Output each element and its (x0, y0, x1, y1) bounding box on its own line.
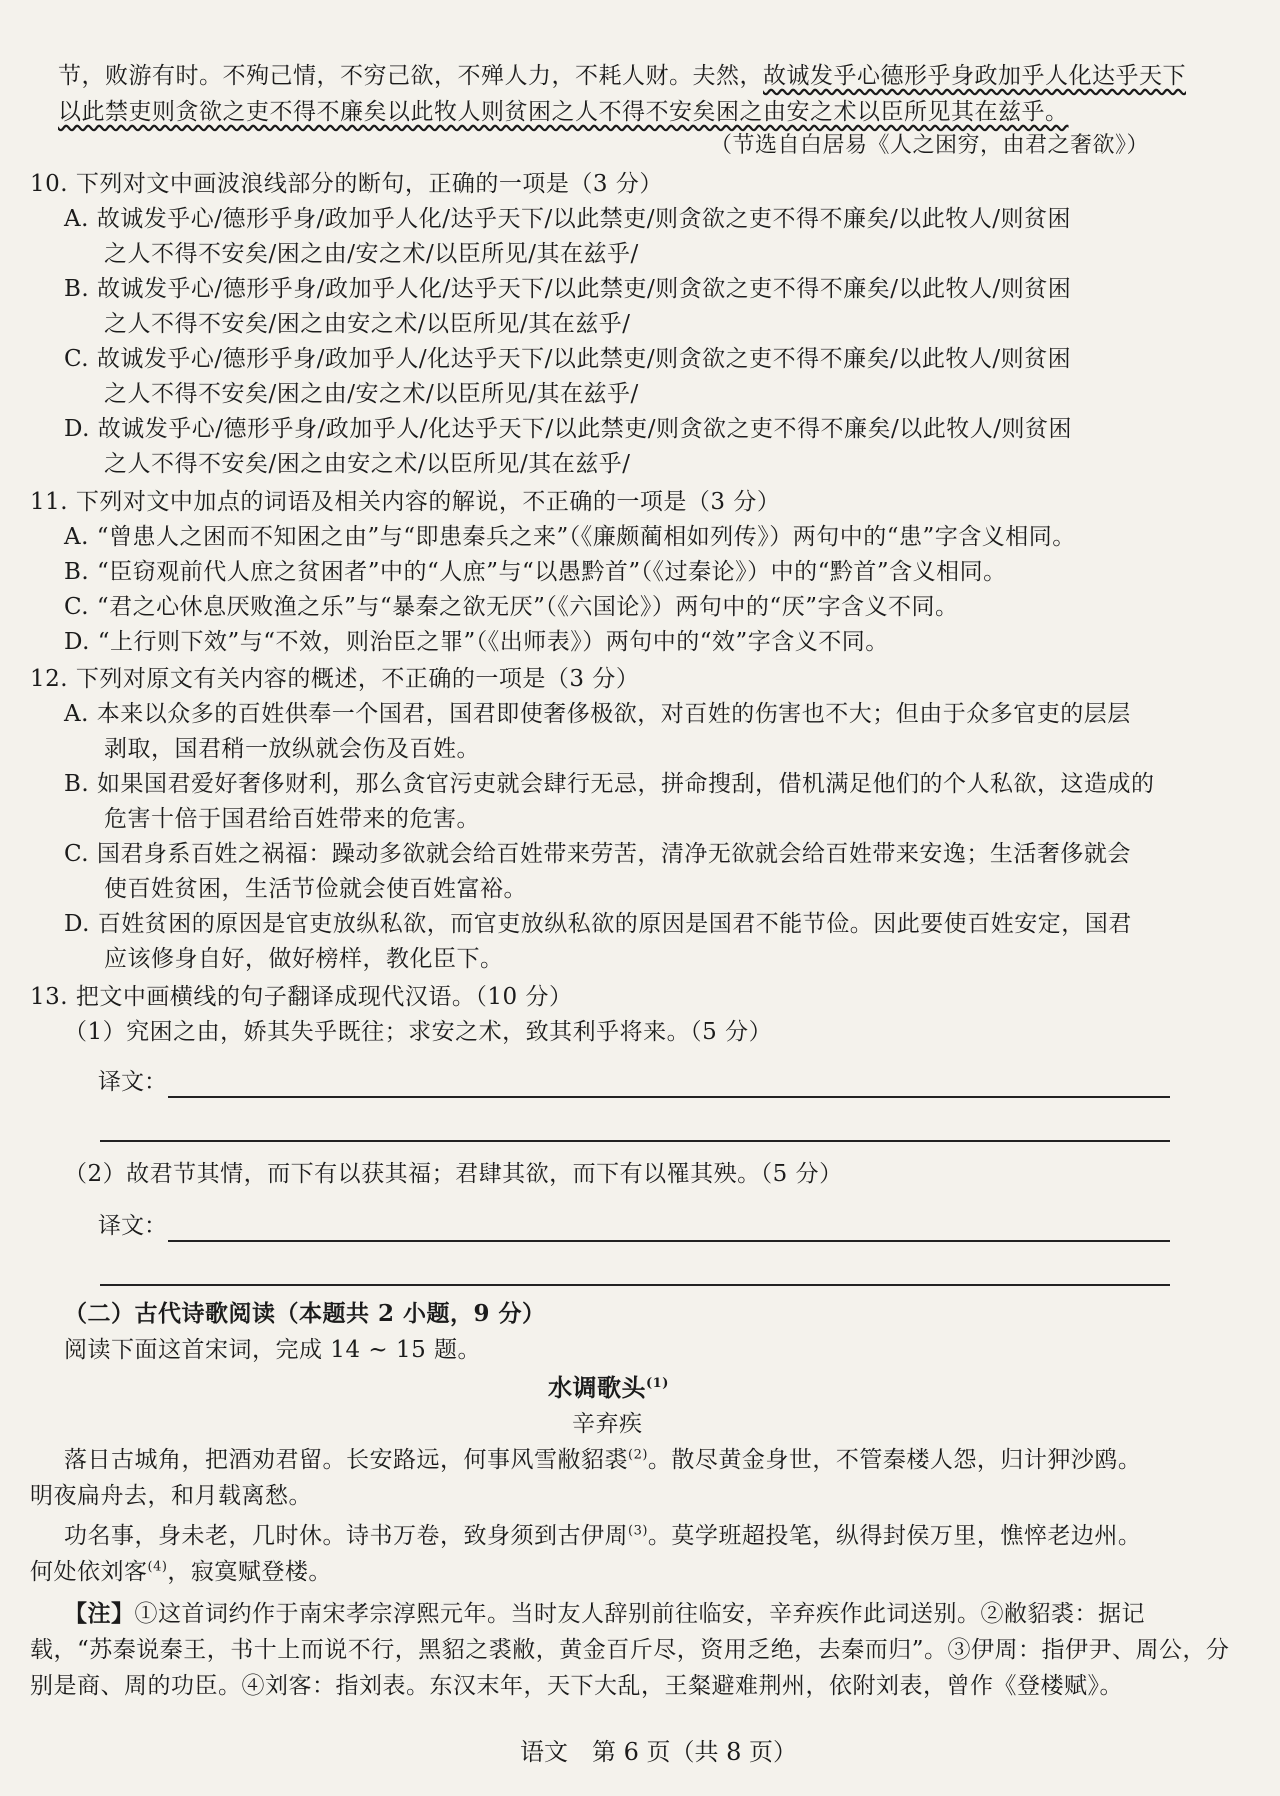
q10-option-a-cont: 之人不得不安矣/困之由/安之术/以臣所见/其在兹乎/ (104, 241, 639, 267)
q10-option-c: C. 故诚发乎心/德形乎身/政加乎人/化达乎天下/以此禁吏/则贪欲之吏不得不廉矣/以此牧人/则贫困 (64, 346, 1072, 372)
q13-2-answer-line-1[interactable] (168, 1240, 1170, 1242)
notes-line-3: 别是商、周的功臣。④刘客：指刘表。东汉末年，天下大乱，王粲避难荆州，依附刘表，曾作《登楼赋》。 (30, 1673, 1123, 1699)
q12-option-a: A. 本来以众多的百姓供奉一个国君，国君即使奢侈极欲，对百姓的伤害也不大；但由于众多官吏的层层 (64, 701, 1131, 727)
q11-stem: 11. 下列对文中加点的词语及相关内容的解说，不正确的一项是（3 分） (30, 489, 781, 515)
q13-stem: 13. 把文中画横线的句子翻译成现代汉语。（10 分） (30, 984, 573, 1010)
poem-line-1-a: 落日古城角，把酒劝君留。长安路远，何事风雪敝貂裘 (64, 1447, 628, 1473)
poem-line-3-b: 。莫学班超投笔，纵得封侯万里，憔悴老边州。 (647, 1523, 1142, 1549)
section-2-instruction: 阅读下面这首宋词，完成 14 ~ 15 题。 (64, 1337, 482, 1363)
q13-sentence-1: （1）究困之由，娇其失乎既往；求安之术，致其利乎将来。（5 分） (64, 1019, 773, 1045)
poem-line-1 (64, 1446, 1141, 1474)
poem-line-4 (30, 1558, 332, 1586)
q11-option-d: D. “上行则下效”与“不效，则治臣之罪”（《出师表》）两句中的“效”字含义不同。 (64, 629, 889, 655)
notes-line-1-text: ①这首词约作于南宋孝宗淳熙元年。当时友人辞别前往临安，辛弃疾作此词送别。②敝貂裘：据记 (134, 1601, 1145, 1627)
passage-source: （节选自白居易《人之困穷，由君之奢欲》） (710, 133, 1150, 158)
q12-option-b-cont: 危害十倍于国君给百姓带来的危害。 (104, 806, 480, 832)
passage-line-1-wavy: 故诚发乎心德形乎身政加乎人化达乎天下 (763, 63, 1186, 89)
q13-1-answer-line-2[interactable] (100, 1140, 1170, 1142)
q10-option-b: B. 故诚发乎心/德形乎身/政加乎人化/达乎天下/以此禁吏/则贪欲之吏不得不廉矣/以此牧人/则贫困 (64, 276, 1072, 302)
q13-2-answer-line-2[interactable] (100, 1284, 1170, 1286)
page-footer: 语文 第 6 页（共 8 页） (520, 1738, 798, 1766)
q10-option-a: A. 故诚发乎心/德形乎身/政加乎人化/达乎天下/以此禁吏/则贪欲之吏不得不廉矣/以此牧人/则贫困 (64, 206, 1071, 232)
q12-option-c: C. 国君身系百姓之祸福：躁动多欲就会给百姓带来劳苦，清净无欲就会给百姓带来安逸；生活奢侈就会 (64, 841, 1131, 867)
q11-option-b: B. “臣窃观前代人庶之贫困者”中的“人庶”与“以愚黔首”（《过秦论》）中的“黔首”含义相同。 (64, 559, 1007, 585)
passage-line-1 (58, 62, 1186, 90)
q11-option-c: C. “君之心休息厌败渔之乐”与“暴秦之欲无厌”（《六国论》）两句中的“厌”字含义不同。 (64, 594, 959, 620)
q12-option-b: B. 如果国君爱好奢侈财利，那么贪官污吏就会肆行无忌，拼命搜刮，借机满足他们的个人私欲，这造成的 (64, 771, 1155, 797)
poem-line-3 (64, 1522, 1141, 1550)
poem-line-4-a: 何处依刘客 (30, 1559, 148, 1585)
q13-1-answer-line-1[interactable] (168, 1096, 1170, 1098)
q11-option-a: A. “曾患人之困而不知困之由”与“即患秦兵之来”（《廉颇蔺相如列传》）两句中的“患”字含义相同。 (64, 524, 1076, 550)
passage-line-1-plain: 节，败游有时。不殉己情，不穷己欲，不殚人力，不耗人财。夫然， (58, 63, 763, 89)
notes-label: 【注】 (64, 1600, 135, 1627)
q12-option-d-cont: 应该修身自好，做好榜样，教化臣下。 (104, 946, 504, 972)
q10-option-c-cont: 之人不得不安矣/困之由/安之术/以臣所见/其在兹乎/ (104, 381, 639, 407)
q10-option-d-cont: 之人不得不安矣/困之由安之术/以臣所见/其在兹乎/ (104, 451, 631, 477)
poem-line-1-b: 。散尽黄金身世，不管秦楼人怨，归计狎沙鸥。 (647, 1447, 1142, 1473)
poem-line-2: 明夜扁舟去，和月载离愁。 (30, 1483, 312, 1509)
q12-option-a-cont: 剥取，国君稍一放纵就会伤及百姓。 (104, 736, 480, 762)
poem-title (548, 1374, 669, 1402)
poem-line-4-b: ，寂寞赋登楼。 (167, 1559, 332, 1585)
q10-stem: 10. 下列对文中画波浪线部分的断句，正确的一项是（3 分） (30, 171, 663, 197)
q12-stem: 12. 下列对原文有关内容的概述，不正确的一项是（3 分） (30, 666, 640, 692)
notes-line-1 (64, 1600, 1145, 1628)
poem-title-text: 水调歌头 (548, 1373, 646, 1402)
q13-1-translate-label: 译文： (98, 1069, 167, 1095)
section-2-heading: （二）古代诗歌阅读（本题共 2 小题，9 分） (64, 1300, 546, 1327)
poem-line-1-note-marker: (2) (628, 1447, 648, 1463)
poem-line-3-a: 功名事，身未老，几时休。诗书万卷，致身须到古伊周 (64, 1523, 628, 1549)
q12-option-c-cont: 使百姓贫困，生活节俭就会使百姓富裕。 (104, 876, 527, 902)
poem-title-note-marker: (1) (646, 1376, 669, 1391)
poem-line-3-note-marker: (3) (628, 1523, 648, 1539)
q10-option-d: D. 故诚发乎心/德形乎身/政加乎人/化达乎天下/以此禁吏/则贪欲之吏不得不廉矣/以此牧人/则贫困 (64, 416, 1072, 442)
passage-line-2-wavy: 以此禁吏则贪欲之吏不得不廉矣以此牧人则贫困之人不得不安矣困之由安之术以臣所见其在兹乎。 (58, 99, 1069, 125)
poem-line-4-note-marker: (4) (147, 1559, 168, 1575)
q13-2-translate-label: 译文： (98, 1213, 167, 1239)
q10-option-b-cont: 之人不得不安矣/困之由安之术/以臣所见/其在兹乎/ (104, 311, 631, 337)
notes-line-2: 载，“苏秦说秦王，书十上而说不行，黑貂之裘敝，黄金百斤尽，资用乏绝，去秦而归”。③伊周：指伊尹、周公，分 (30, 1637, 1230, 1663)
poem-author: 辛弃疾 (572, 1411, 643, 1437)
q12-option-d: D. 百姓贫困的原因是官吏放纵私欲，而官吏放纵私欲的原因是国君不能节俭。因此要使百姓安定，国君 (64, 911, 1132, 937)
q13-sentence-2: （2）故君节其情，而下有以获其福；君肆其欲，而下有以罹其殃。（5 分） (64, 1161, 843, 1187)
